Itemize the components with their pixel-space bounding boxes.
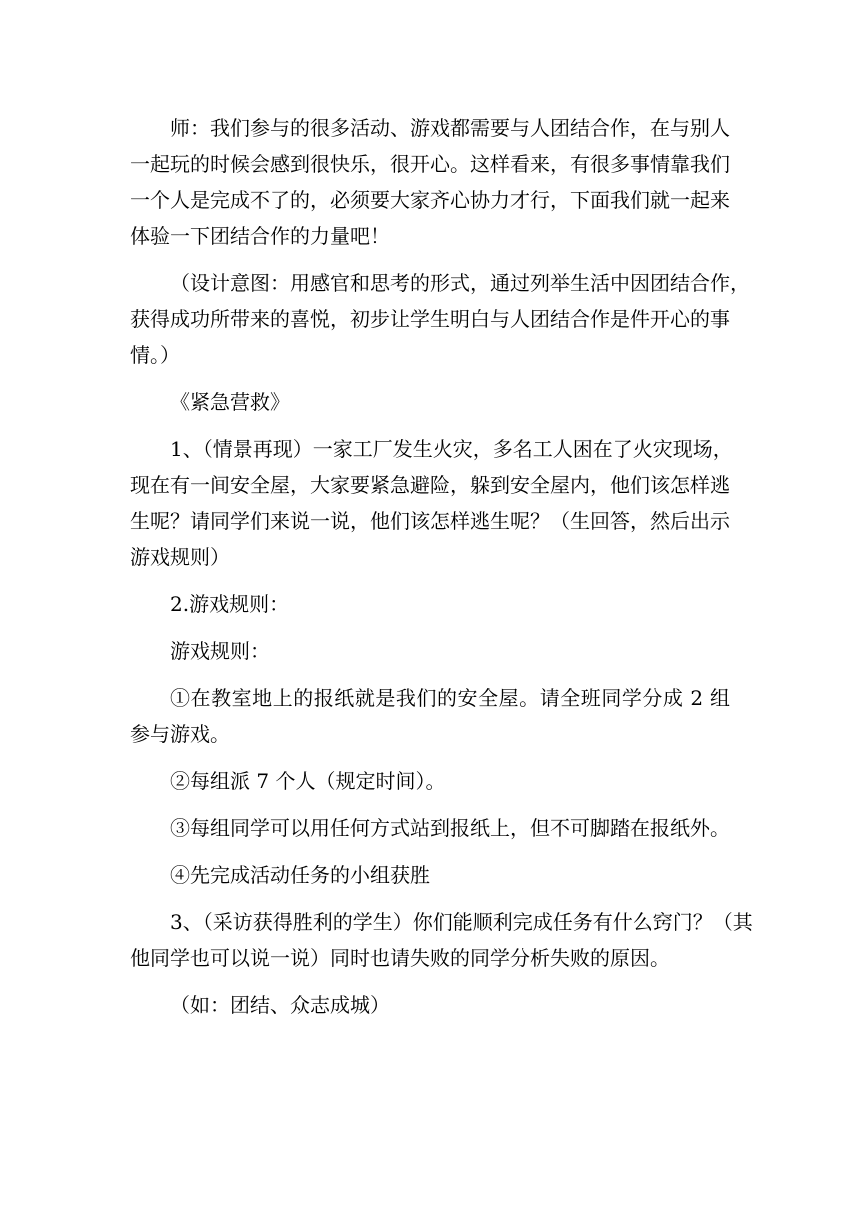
text-line: 现在有一间安全屋，大家要紧急避险，躲到安全屋内，他们该怎样逃 — [130, 473, 730, 497]
paragraph-rules-label: 游戏规则： — [170, 639, 270, 663]
text-line: 3、（采访获得胜利的学生）你们能顺利完成任务有什么窍门？（其 — [170, 910, 753, 934]
text-line: 生呢？请同学们来说一说，他们该怎样逃生呢？（生回答，然后出示 — [130, 509, 730, 533]
text-line: 参与游戏。 — [130, 722, 230, 746]
text-line: 1、（情景再现）一家工厂发生火灾，多名工人困在了火灾现场， — [170, 437, 733, 461]
text-line: 游戏规则） — [130, 545, 230, 569]
text-line: 他同学也可以说一说）同时也请失败的同学分析失败的原因。 — [130, 946, 670, 970]
paragraph-teacher-intro — [130, 110, 730, 254]
text-line: 师：我们参与的很多活动、游戏都需要与人团结合作，在与别人 — [170, 116, 730, 140]
text-line: 获得成功所带来的喜悦，初步让学生明白与人团结合作是件开心的事 — [130, 307, 730, 331]
paragraph-rules-heading: 2.游戏规则： — [170, 592, 290, 616]
paragraph-example: （如：团结、众志成城） — [170, 993, 390, 1017]
paragraph-rule-3: ③每组同学可以用任何方式站到报纸上，但不可脚踏在报纸外。 — [170, 816, 730, 840]
text-line: 体验一下团结合作的力量吧！ — [130, 224, 390, 248]
paragraph-rule-1 — [130, 680, 730, 752]
paragraph-rule-4: ④先完成活动任务的小组获胜 — [170, 863, 430, 887]
section-heading-emergency-rescue: 《紧急营救》 — [170, 390, 290, 414]
document-body — [130, 110, 753, 1034]
paragraph-rule-2: ②每组派 7 个人（规定时间）。 — [170, 769, 446, 793]
text-line: 一个人是完成不了的，必须要大家齐心协力才行，下面我们就一起来 — [130, 188, 730, 212]
paragraph-design-intent — [130, 265, 750, 373]
text-line: 一起玩的时候会感到很快乐，很开心。这样看来，有很多事情靠我们 — [130, 152, 730, 176]
text-line: ①在教室地上的报纸就是我们的安全屋。请全班同学分成 2 组 — [170, 686, 730, 710]
paragraph-interview — [130, 904, 753, 976]
text-line: 情。） — [130, 343, 180, 367]
text-line: （设计意图：用感官和思考的形式，通过列举生活中因团结合作， — [170, 271, 750, 295]
paragraph-scenario — [130, 431, 733, 575]
